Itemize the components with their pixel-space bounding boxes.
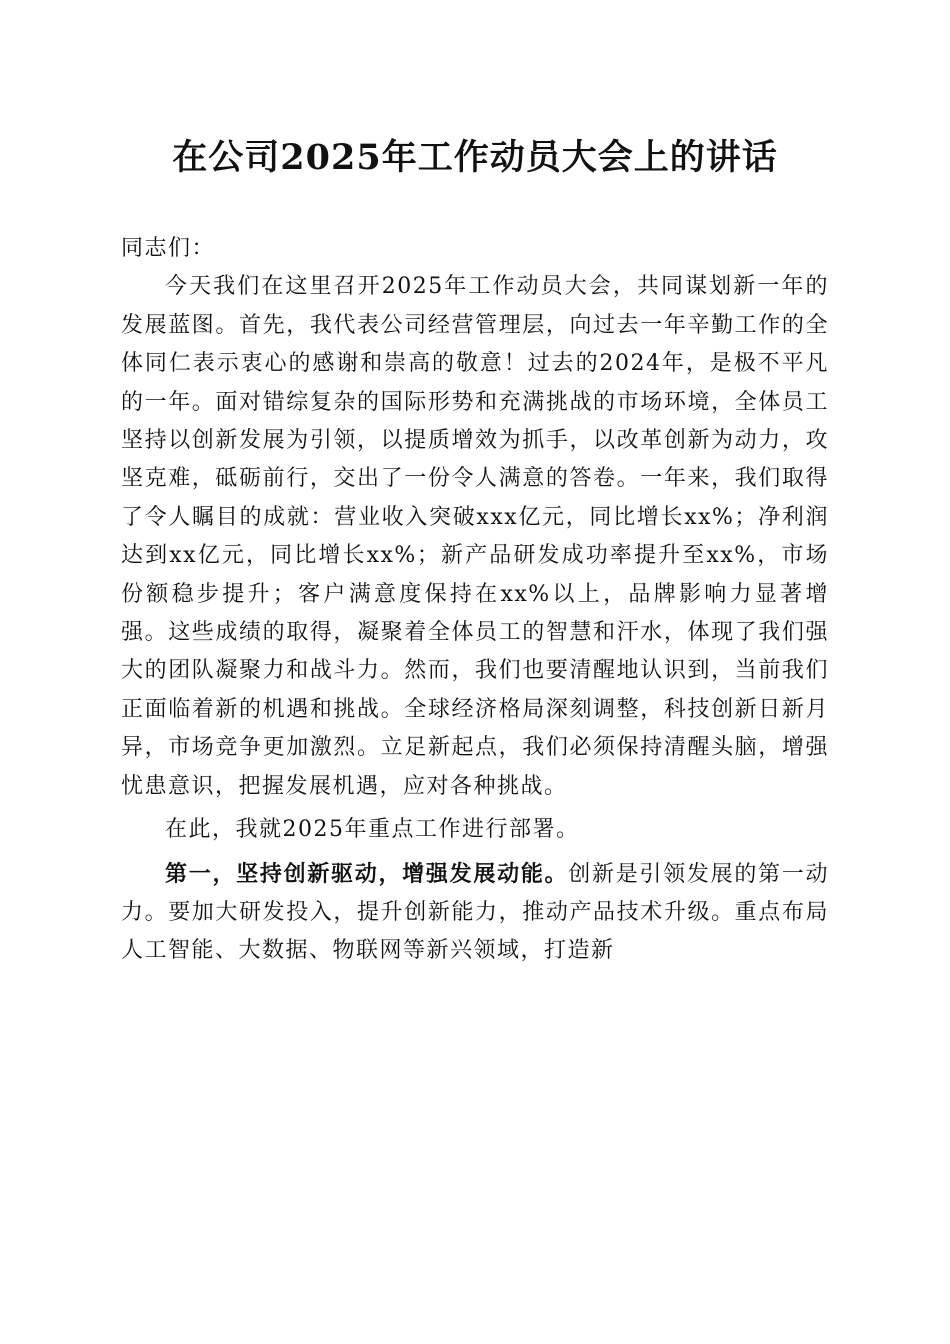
paragraph-text: 今天我们在这里召开2025年工作动员大会，共同谋划新一年的发展蓝图。首先，我代表公司经营管理层，向过去一年辛勤工作的全体同仁表示衷心的感谢和崇高的敬意！过去的2024年，是极不平凡的一年。面对错综复杂的国际形势和充满挑战的市场环境，全体员工坚持以创新发展为引领，以提质增效为抓手，以改革创新为动力，攻坚克难，砥砺前行，交出了一份令人满意的答卷。一年来，我们取得了令人瞩目的成就：营业收入突破xxx亿元，同比增长xx%；净利润达到xx亿元，同比增长xx%；新产品研发成功率提升至xx%，市场份额稳步提升；客户满意度保持在xx%以上，品牌影响力显著增强。这些成绩的取得，凝聚着全体员工的智慧和汗水，体现了我们强大的团队凝聚力和战斗力。然而，我们也要清醒地认识到，当前我们正面临着新的机遇和挑战。全球经济格局深刻调整，科技创新日新月异，市场竞争更加激烈。立足新起点，我们必须保持清醒头脑，增强忧患意识，把握发展机遇，应对各种挑战。 bbox=[121, 274, 829, 799]
paragraph-text: 在此，我就2025年重点工作进行部署。 bbox=[165, 817, 580, 843]
document-body bbox=[121, 230, 829, 971]
paragraph-deployment-intro bbox=[121, 811, 829, 849]
paragraph-lead-heading: 第一，坚持创新驱动，增强发展动能。 bbox=[165, 860, 569, 887]
paragraph-opening bbox=[121, 268, 829, 806]
salutation: 同志们： bbox=[121, 236, 216, 261]
paragraph-first-point bbox=[121, 855, 829, 971]
document-title: 在公司2025年工作动员大会上的讲话 bbox=[172, 137, 778, 178]
paragraph-text: 创新是引领发展的第一动力。要加大研发投入，提升创新能力，推动产品技术升级。重点布局人工智能、大数据、物联网等新兴领域，打造新 bbox=[121, 861, 829, 964]
